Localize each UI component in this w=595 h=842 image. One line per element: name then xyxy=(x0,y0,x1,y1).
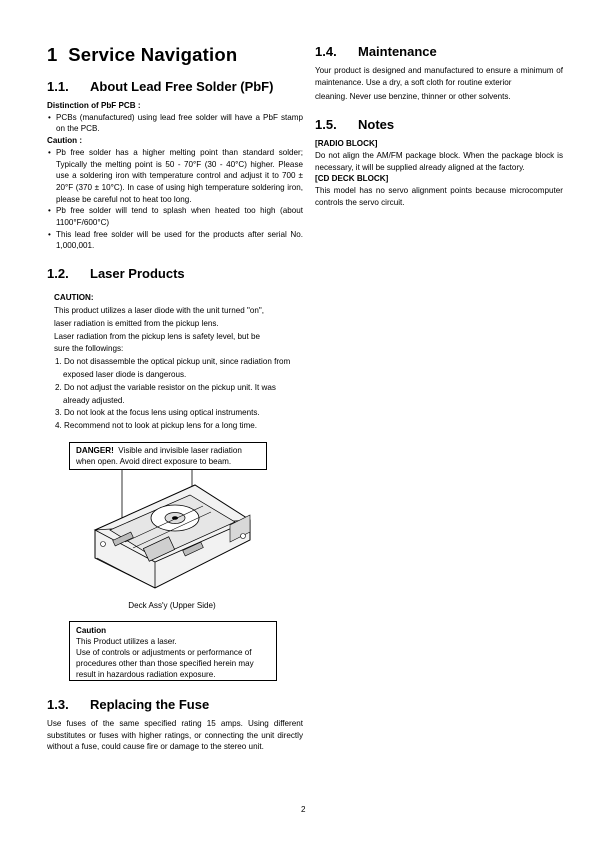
caution-box-line: This Product utilizes a laser. xyxy=(76,637,177,646)
section-number: 1.2. xyxy=(47,266,69,282)
figure-caption: Deck Ass'y (Upper Side) xyxy=(128,601,216,610)
list-item: • This lead free solder will be used for the products after serial No. 1,000,001. xyxy=(47,229,303,252)
section-1-1-heading xyxy=(47,79,303,94)
caution-label: Caution : xyxy=(47,136,83,146)
section-title: About Lead Free Solder (PbF) xyxy=(90,79,274,94)
section-1-3-heading xyxy=(47,697,303,712)
chapter-title-text: Service Navigation xyxy=(68,44,238,65)
radio-block-text: Do not align the AM/FM package block. When the package block is necessary, it will be supplied already aligned at the factory. xyxy=(315,150,563,172)
section-number: 1.3. xyxy=(47,697,69,712)
section-1-4-heading xyxy=(315,44,563,59)
laser-caution-heading: CAUTION: xyxy=(54,293,94,303)
page-number: 2 xyxy=(301,805,306,814)
list-item: • Pb free solder will tend to splash when heated too high (about 1100°F/600°C) xyxy=(47,205,303,228)
danger-label-box xyxy=(69,442,267,470)
list-item: 4. Recommend not to look at pickup lens for a long time. xyxy=(55,421,257,431)
intro-line: laser radiation is emitted from the pickup lens. xyxy=(54,318,219,328)
section-body: Your product is designed and manufactured to ensure a minimum of maintenance. Use a dry, a soft cloth for routine exterior xyxy=(315,66,563,87)
list-item: 3. Do not look at the focus lens using optical instruments. xyxy=(55,408,260,418)
intro-line: This product utilizes a laser diode with the unit turned "on", xyxy=(54,305,265,315)
section-title: Maintenance xyxy=(358,44,437,59)
list-item: • PCBs (manufactured) using lead free solder will have a PbF stamp on the PCB. xyxy=(47,112,303,135)
intro-line: sure the followings: xyxy=(54,344,124,354)
section-number: 1.1. xyxy=(47,79,69,94)
list-item: 2. Do not adjust the variable resistor on the pickup unit. It was already adjusted. xyxy=(55,382,276,405)
laser-steps xyxy=(54,356,303,433)
cd-deck-heading: [CD DECK BLOCK] xyxy=(315,174,389,184)
section-title: Notes xyxy=(358,117,395,133)
section-body: Use fuses of the same specified rating 15 amps. Using different substitutes or fuses with higher ratings, or connecting the unit directly without a fuse, could cause fire or damage to the stereo unit. xyxy=(47,719,303,752)
section-number: 1.5. xyxy=(315,117,337,133)
distinction-list xyxy=(47,112,303,135)
distinction-label: Distinction of PbF PCB : xyxy=(47,101,141,110)
danger-text: Visible and invisible laser radiation when open. Avoid direct exposure to beam. xyxy=(76,446,242,466)
deck-assembly-figure xyxy=(85,470,255,600)
section-body: cleaning. Never use benzine, thinner or other solvents. xyxy=(315,92,511,102)
caution-list xyxy=(47,147,303,252)
caution-box-line: Use of controls or adjustments or performance of procedures other than those specified herein may result in hazardous radiation exposure. xyxy=(76,648,254,679)
laser-caution-block xyxy=(54,292,303,433)
chapter-title xyxy=(47,44,303,66)
caution-box-title: Caution xyxy=(76,626,107,635)
section-title: Laser Products xyxy=(90,266,185,282)
danger-label: DANGER! xyxy=(76,446,114,455)
section-number: 1.4. xyxy=(315,44,337,59)
cd-deck-text: This model has no servo alignment points because microcomputer controls the servo circuit. xyxy=(315,185,563,207)
radio-block-heading: [RADIO BLOCK] xyxy=(315,139,378,149)
laser-caution-label-box xyxy=(69,621,277,681)
section-title: Replacing the Fuse xyxy=(90,697,210,712)
left-column xyxy=(47,44,303,433)
section-1-3 xyxy=(47,697,303,753)
section-1-5-heading xyxy=(315,117,563,132)
list-item: • Pb free solder has a higher melting point than standard solder; Typically the melting point is 50 - 70°F (30 - 40°C) higher. Please use a soldering iron with temperature control and adjust it to 700 ± 20°F (370 ± 10°C). In case of using high temperature soldering iron, please be careful not to heat too long. xyxy=(47,147,303,206)
chapter-number: 1 xyxy=(47,44,58,65)
list-item: 1. Do not disassemble the optical pickup unit, since radiation from exposed laser diode is dangerous. xyxy=(55,357,291,379)
intro-line: Laser radiation from the pickup lens is safety level, but be xyxy=(54,331,261,341)
right-column xyxy=(315,44,563,208)
section-1-2-heading xyxy=(47,266,303,281)
